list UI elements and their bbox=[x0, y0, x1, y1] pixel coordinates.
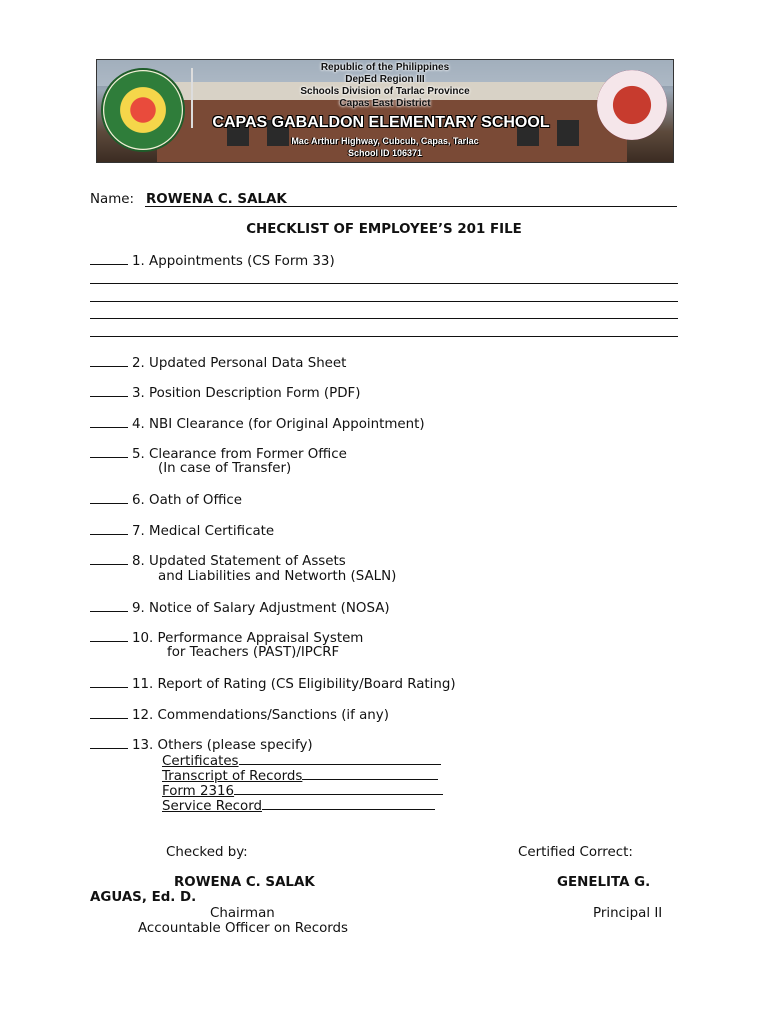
checklist-item bbox=[90, 676, 456, 693]
checklist-item-text: 7. Medical Certificate bbox=[132, 524, 275, 539]
checker-name: ROWENA C. SALAK bbox=[174, 875, 315, 890]
name-value: ROWENA C. SALAK bbox=[146, 192, 287, 207]
checklist-item-subtext: for Teachers (PAST)/IPCRF bbox=[167, 645, 340, 660]
check-blank[interactable] bbox=[90, 523, 128, 535]
check-blank[interactable] bbox=[90, 600, 128, 612]
others-item-line bbox=[302, 768, 438, 780]
checklist-item-text: 2. Updated Personal Data Sheet bbox=[132, 356, 347, 371]
check-blank[interactable] bbox=[90, 355, 128, 367]
check-blank[interactable] bbox=[90, 737, 128, 749]
checklist-item-text: 12. Commendations/Sanctions (if any) bbox=[132, 708, 389, 723]
checklist-item-subtext: and Liabilities and Networth (SALN) bbox=[158, 569, 397, 584]
check-blank[interactable] bbox=[90, 416, 128, 428]
check-blank[interactable] bbox=[90, 553, 128, 565]
checklist-item-subtext: (In case of Transfer) bbox=[158, 461, 292, 476]
others-item-line bbox=[262, 798, 435, 810]
checklist-item-text: 13. Others (please specify) bbox=[132, 738, 313, 753]
school-name: CAPAS GABALDON ELEMENTARY SCHOOL bbox=[212, 114, 550, 131]
check-blank[interactable] bbox=[90, 630, 128, 642]
certifier-name-line2: AGUAS, Ed. D. bbox=[90, 890, 197, 905]
checklist-item bbox=[90, 600, 390, 617]
checklist-item-text: 4. NBI Clearance (for Original Appointment) bbox=[132, 417, 425, 432]
checklist-item-text: 6. Oath of Office bbox=[132, 493, 243, 508]
header-line-1: Republic of the Philippines bbox=[320, 62, 450, 73]
checklist-item bbox=[90, 737, 313, 754]
check-blank[interactable] bbox=[90, 707, 128, 719]
others-item-line bbox=[234, 783, 443, 795]
header-line-2: DepEd Region III bbox=[345, 74, 425, 85]
writing-line[interactable] bbox=[90, 318, 678, 319]
checklist-item bbox=[90, 707, 389, 724]
others-item-line bbox=[239, 753, 441, 765]
checked-by-label: Checked by: bbox=[166, 845, 248, 860]
checker-role-chairman: Chairman bbox=[210, 906, 275, 921]
checklist-item-text: 9. Notice of Salary Adjustment (NOSA) bbox=[132, 601, 390, 616]
school-header-banner bbox=[96, 59, 674, 163]
writing-line[interactable] bbox=[90, 283, 678, 284]
checklist-item-text: 3. Position Description Form (PDF) bbox=[132, 386, 361, 401]
checklist-item-text: 1. Appointments (CS Form 33) bbox=[132, 254, 335, 269]
checklist-item bbox=[90, 553, 346, 570]
check-blank[interactable] bbox=[90, 492, 128, 504]
checklist-item-text: 11. Report of Rating (CS Eligibility/Board Rating) bbox=[132, 677, 456, 692]
check-blank[interactable] bbox=[90, 253, 128, 265]
checker-role-officer: Accountable Officer on Records bbox=[138, 921, 349, 936]
check-blank[interactable] bbox=[90, 676, 128, 688]
name-underline bbox=[145, 206, 677, 207]
header-line-3: Schools Division of Tarlac Province bbox=[300, 86, 470, 97]
name-label: Name: bbox=[90, 192, 135, 207]
certifier-role: Principal II bbox=[593, 906, 663, 921]
checklist-item-text: 10. Performance Appraisal System bbox=[132, 631, 364, 646]
checklist-item bbox=[90, 492, 242, 509]
checklist-item bbox=[90, 385, 360, 402]
page-title: CHECKLIST OF EMPLOYEE’S 201 FILE bbox=[246, 222, 522, 237]
certified-correct-label: Certified Correct: bbox=[518, 845, 633, 860]
header-line-4: Capas East District bbox=[339, 98, 431, 109]
school-address: Mac Arthur Highway, Cubcub, Capas, Tarlac bbox=[291, 136, 479, 146]
school-id: School ID 106371 bbox=[347, 148, 423, 158]
others-item[interactable] bbox=[162, 798, 435, 815]
others-item-label: Service Record bbox=[162, 799, 263, 814]
checklist-item bbox=[90, 523, 274, 540]
others-item-label: Form 2316 bbox=[162, 784, 235, 799]
checklist-item-text: 8. Updated Statement of Assets bbox=[132, 554, 346, 569]
checklist-item bbox=[90, 253, 335, 270]
others-item-label: Transcript of Records bbox=[162, 769, 303, 784]
others-item-label: Certificates bbox=[162, 754, 239, 769]
writing-line[interactable] bbox=[90, 301, 678, 302]
check-blank[interactable] bbox=[90, 385, 128, 397]
certifier-name-line1: GENELITA G. bbox=[557, 875, 651, 890]
checklist-item bbox=[90, 416, 425, 433]
checklist-item-text: 5. Clearance from Former Office bbox=[132, 447, 347, 462]
checklist-item bbox=[90, 355, 346, 372]
check-blank[interactable] bbox=[90, 446, 128, 458]
writing-line[interactable] bbox=[90, 336, 678, 337]
